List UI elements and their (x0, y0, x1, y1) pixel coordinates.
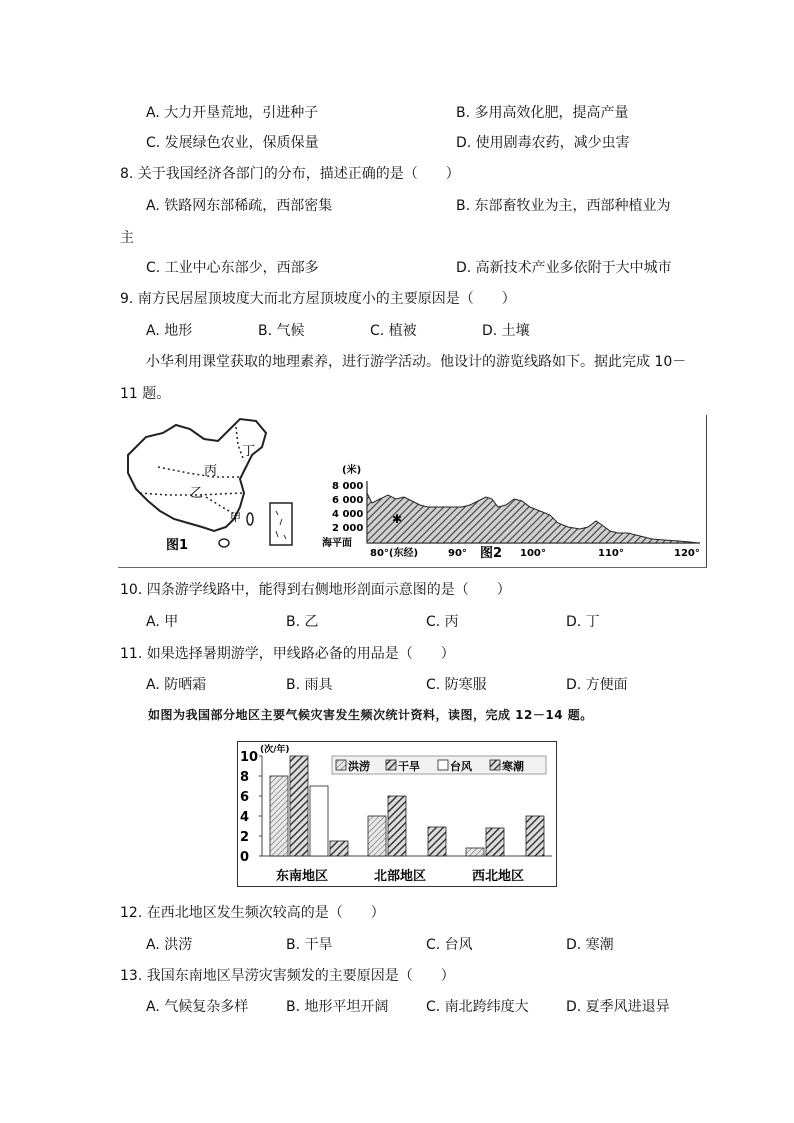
profile-ytick-6000: 6 000 (332, 495, 364, 506)
q11-option-a: A. 防晒霜 (146, 677, 207, 693)
legend-swatch-flood (336, 760, 346, 770)
map-caption: 图1 (166, 538, 189, 553)
map-label-bing: 丙 (204, 464, 218, 479)
q9-stem: 9. 南方民居屋顶坡度大而北方屋顶坡度小的主要原因是（ ） (120, 291, 516, 307)
chart-category-label: 西北地区 (472, 869, 525, 884)
legend-label-drought: 干旱 (398, 760, 420, 773)
q7-option-b: B. 多用高效化肥，提高产量 (456, 105, 629, 121)
legend-label-coldwave: 寒潮 (502, 760, 524, 773)
q12-stem: 12. 在西北地区发生频次较高的是（ ） (120, 905, 385, 921)
q10-option-a: A. 甲 (146, 614, 179, 630)
legend-swatch-coldwave (490, 760, 500, 770)
chart-ytick-label: 6 (240, 790, 250, 805)
bar-drought-2 (486, 828, 504, 856)
bar-flood-1 (368, 816, 386, 856)
intro-10-11-line1: 小华利用课堂获取的地理素养，进行游学活动。他设计的游览线路如下。据此完成 10－ (146, 354, 687, 370)
profile-xtick-110: 110° (598, 548, 624, 559)
profile-xtick-100: 100° (520, 548, 546, 559)
profile-xtick-120: 120° (674, 548, 700, 559)
q9-option-b: B. 气候 (258, 323, 305, 339)
q8-option-c: C. 工业中心东部少，西部多 (146, 260, 319, 276)
chart-ytick-label: 4 (240, 810, 250, 825)
profile-star-icon: ✱ (392, 512, 403, 526)
china-map-outline (128, 419, 266, 531)
chart-ytick-label: 0 (240, 850, 250, 865)
q12-option-c: C. 台风 (426, 937, 473, 953)
q12-option-b: B. 干旱 (286, 937, 333, 953)
chart-ytick-label: 8 (240, 770, 250, 785)
q9-option-d: D. 土壤 (482, 323, 530, 339)
chart-ytick-label: 2 (240, 830, 250, 845)
bar-flood-2 (466, 848, 484, 856)
chart-category-label: 东南地区 (276, 869, 329, 884)
legend-label-flood: 洪涝 (348, 760, 370, 773)
profile-ytick-4000: 4 000 (332, 509, 364, 520)
q13-option-a: A. 气候复杂多样 (146, 999, 249, 1015)
q13-option-b: B. 地形平坦开阔 (286, 999, 389, 1015)
bar-chart-svg (238, 742, 556, 886)
bar-flood-0 (270, 776, 288, 856)
map-profile-svg (118, 415, 706, 567)
q9-option-c: C. 植被 (370, 323, 417, 339)
map-label-yi: 乙 (190, 486, 204, 501)
taiwan-island (247, 513, 253, 525)
profile-xtick-90: 90° (448, 548, 467, 559)
q10-option-b: B. 乙 (286, 614, 319, 630)
chart-legend (332, 756, 546, 774)
legend-swatch-typhoon (438, 760, 448, 770)
route-bing (158, 467, 240, 477)
legend-label-typhoon: 台风 (450, 760, 472, 773)
profile-ytick-2000: 2 000 (332, 523, 364, 534)
bar-typhoon-0 (310, 786, 328, 856)
q12-option-a: A. 洪涝 (146, 937, 193, 953)
q7-option-d: D. 使用剧毒农药，减少虫害 (456, 135, 630, 151)
intro-12-14: 如图为我国部分地区主要气候灾害发生频次统计资料，读图，完成 12－14 题。 (148, 708, 593, 722)
q11-option-b: B. 雨具 (286, 677, 333, 693)
q12-option-d: D. 寒潮 (566, 937, 614, 953)
bar-drought-0 (290, 756, 308, 856)
chart-category-label: 北部地区 (374, 869, 427, 884)
south-china-sea-inset (270, 503, 292, 545)
q13-option-c: C. 南北跨纬度大 (426, 999, 529, 1015)
q8-option-b-continued: 主 (120, 230, 134, 246)
q13-stem: 13. 我国东南地区旱涝灾害频发的主要原因是（ ） (120, 968, 455, 984)
q10-stem: 10. 四条游学线路中，能得到右侧地形剖面示意图的是（ ） (120, 582, 511, 598)
map-label-ding: 丁 (242, 444, 256, 459)
bar-coldwave-1 (428, 827, 446, 856)
profile-ytick-8000: 8 000 (332, 481, 364, 492)
intro-10-11-line2: 11 题。 (120, 386, 171, 402)
hainan-island (219, 539, 229, 547)
map-and-profile-figure (118, 415, 707, 568)
profile-caption: 图2 (480, 546, 503, 561)
chart-ytick-label: 10 (240, 750, 259, 765)
q10-option-c: C. 丙 (426, 614, 459, 630)
bar-drought-1 (388, 796, 406, 856)
q11-option-c: C. 防寒服 (426, 677, 487, 693)
q9-option-a: A. 地形 (146, 323, 193, 339)
q8-option-b: B. 东部畜牧业为主，西部种植业为 (456, 198, 671, 214)
terrain-profile (367, 493, 698, 543)
q13-option-d: D. 夏季风进退异 (566, 999, 670, 1015)
disaster-frequency-chart (237, 741, 557, 887)
q10-option-d: D. 丁 (566, 614, 600, 630)
q7-option-a: A. 大力开垦荒地，引进种子 (146, 105, 319, 121)
map-label-jia: 甲 (230, 511, 241, 524)
q7-option-c: C. 发展绿色农业，保质保量 (146, 135, 319, 151)
legend-swatch-drought (386, 760, 396, 770)
q8-option-d: D. 高新技术产业多依附于大中城市 (456, 260, 672, 276)
q8-stem: 8. 关于我国经济各部门的分布，描述正确的是（ ） (120, 166, 460, 182)
q11-option-d: D. 方便面 (566, 677, 628, 693)
bar-coldwave-2 (526, 816, 544, 856)
profile-xtick-80: 80°(东经) (370, 548, 419, 559)
bar-coldwave-0 (330, 841, 348, 856)
chart-ylabel: (次/年) (260, 745, 290, 755)
q8-option-a: A. 铁路网东部稀疏，西部密集 (146, 198, 333, 214)
profile-unit: (米) (342, 465, 362, 476)
q11-stem: 11. 如果选择暑期游学，甲线路必备的用品是（ ） (120, 646, 455, 662)
profile-sea-level: 海平面 (322, 538, 352, 549)
